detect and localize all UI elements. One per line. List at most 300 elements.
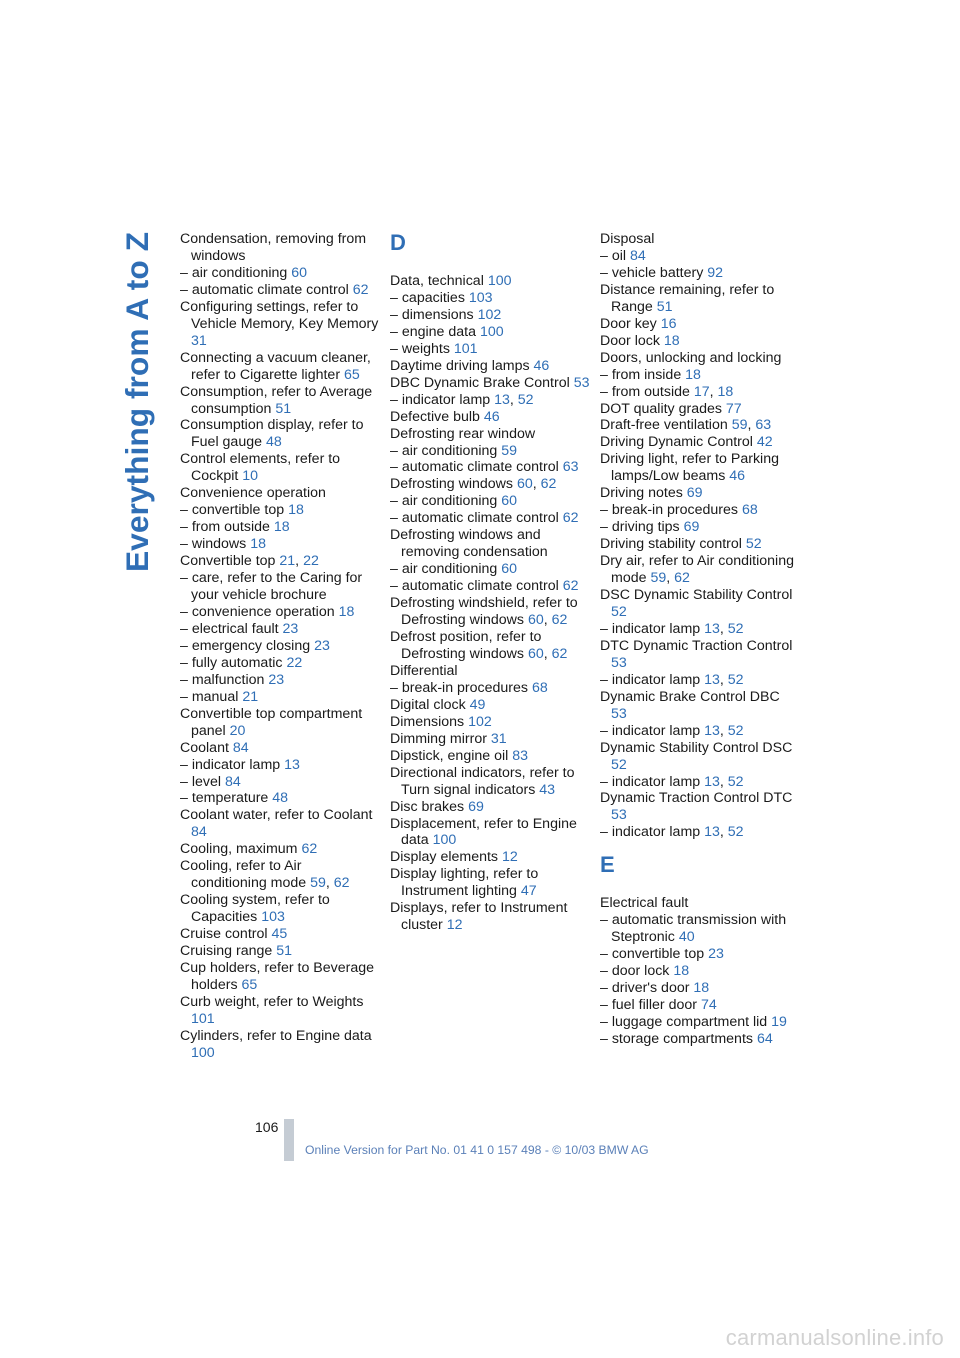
index-entry [180, 892, 380, 926]
page-link[interactable]: 18 [685, 366, 701, 383]
index-entry [390, 900, 590, 934]
index-entry: – indicator lamp 13, 52 [600, 824, 744, 841]
page-link[interactable]: 65 [344, 366, 360, 383]
page-number: 106 [255, 1119, 279, 1135]
entry-text: Cruising range [180, 943, 273, 960]
page-link[interactable]: 18 [250, 536, 266, 553]
index-entry [600, 333, 796, 350]
index-entry: Draft-free ventilation 59, 63 [600, 417, 772, 434]
page-link[interactable]: 23 [282, 620, 299, 637]
page-link[interactable]: 83 [512, 747, 529, 764]
entry-text: – automatic climate control [390, 510, 559, 527]
entry-text: Dry air, refer to Air conditioning mode [600, 553, 794, 587]
index-entry [180, 841, 380, 858]
index-entry [180, 536, 380, 553]
index-entry: Convertible top 21, 22 [180, 553, 319, 570]
page-link[interactable]: 77 [725, 400, 742, 417]
page-link[interactable]: 20 [229, 722, 246, 739]
entry-text: – oil [600, 247, 627, 264]
index-entry [600, 1031, 796, 1048]
index-entry [180, 350, 380, 384]
index-entry [180, 960, 380, 994]
page-link[interactable]: 100 [487, 273, 512, 289]
index-entry [600, 350, 796, 367]
entry-text: Doors, unlocking and locking [600, 349, 782, 366]
entry-text: Draft-free ventilation [600, 417, 728, 434]
entry-text: Convertible top [180, 553, 276, 570]
index-entry [180, 994, 380, 1028]
index-entry [390, 443, 590, 460]
entry-text: Cylinders, refer to Engine data [180, 1027, 372, 1044]
entry-text: – level [180, 773, 222, 790]
page-link[interactable]: 43 [539, 781, 556, 798]
entry-text: – indicator lamp [600, 824, 701, 841]
entry-text: Defrost position, refer to Defrosting windows [390, 629, 542, 662]
index-entry [180, 926, 380, 943]
entry-text: Door lock [600, 332, 660, 349]
entry-text: Defrosting windows [390, 476, 514, 493]
page-link[interactable]: 62 [333, 875, 350, 892]
index-entry: Dry air, refer to Air conditioning mode 59, 62 [600, 553, 794, 587]
page-link[interactable]: 62 [551, 612, 568, 629]
page-link[interactable]: 18 [288, 502, 304, 519]
entry-text: Defective bulb [390, 408, 480, 425]
page-link[interactable]: 59 [310, 875, 326, 892]
entry-text: Driving notes [600, 485, 683, 502]
entry-text: – break-in procedures [390, 679, 529, 696]
index-entry [390, 663, 590, 680]
entry-text: Coolant [180, 739, 229, 756]
page-link[interactable]: 17 [693, 383, 710, 400]
entry-text: – from inside [600, 366, 682, 383]
index-entry [600, 740, 796, 774]
entry-text: Door key [600, 315, 657, 332]
page-link[interactable]: 62 [352, 281, 369, 298]
entry-text: – indicator lamp [600, 722, 701, 739]
index-entry [390, 307, 590, 324]
entry-text: Curb weight, refer to Weights [180, 993, 364, 1010]
page-link[interactable]: 84 [224, 773, 241, 790]
entry-text: – temperature [180, 790, 269, 807]
entry-text: Dipstick, engine oil [390, 747, 509, 764]
index-entry [390, 849, 590, 866]
index-entry [600, 265, 796, 282]
entry-text: Cup holders, refer to Beverage holders [180, 959, 375, 993]
page-link[interactable]: 62 [540, 476, 557, 493]
page-link[interactable]: 13 [704, 824, 720, 841]
page-link[interactable]: 63 [562, 459, 579, 476]
entry-text: – weights [390, 340, 450, 357]
index-entry [180, 231, 380, 265]
index-entry [390, 510, 590, 527]
page-link[interactable]: 68 [531, 679, 548, 696]
page-link[interactable]: 52 [727, 773, 744, 790]
entry-text: – emergency closing [180, 637, 311, 654]
index-entry [600, 248, 796, 265]
entry-text: DTC Dynamic Traction Control [600, 637, 793, 654]
index-entry [180, 519, 380, 536]
index-entry [180, 265, 380, 282]
page-link[interactable]: 42 [756, 434, 773, 451]
index-entry [390, 714, 590, 731]
entry-text: DSC Dynamic Stability Control [600, 587, 793, 604]
page-link[interactable]: 19 [771, 1013, 787, 1030]
page-link[interactable]: 13 [704, 671, 720, 688]
index-entry [180, 672, 380, 689]
page-link[interactable]: 52 [517, 391, 534, 408]
page-link[interactable]: 47 [520, 883, 537, 900]
page-link[interactable]: 10 [242, 468, 259, 485]
page-link[interactable]: 23 [708, 946, 724, 963]
page-link[interactable]: 62 [562, 510, 579, 527]
page-link[interactable]: 13 [704, 620, 720, 637]
page-link[interactable]: 74 [700, 997, 717, 1014]
page-link[interactable]: 69 [686, 485, 703, 502]
index-entry [390, 290, 590, 307]
page-link[interactable]: 48 [265, 434, 282, 451]
entry-text: – indicator lamp [390, 391, 491, 408]
footer-text: Online Version for Part No. 01 41 0 157 498 - © 10/03 BMW AG [305, 1143, 649, 1157]
page-link[interactable]: 103 [468, 289, 493, 306]
index-entry [180, 1028, 380, 1062]
entry-text: Configuring settings, refer to Vehicle Memory, Key Memory [180, 298, 379, 332]
index-entry [600, 231, 796, 248]
page-link[interactable]: 52 [745, 536, 762, 553]
page-link[interactable]: 21 [279, 553, 296, 570]
page-link[interactable]: 18 [273, 519, 290, 536]
index-entry [600, 519, 796, 536]
entry-text: – fully automatic [180, 654, 283, 671]
page-link[interactable]: 51 [275, 400, 292, 417]
entry-text: Disposal [600, 231, 655, 247]
entry-text: Dynamic Brake Control DBC [600, 688, 780, 705]
entry-text: Display elements [390, 849, 499, 866]
page-link[interactable]: 64 [756, 1030, 773, 1047]
index-entry [390, 697, 590, 714]
page-link[interactable]: 51 [276, 943, 293, 960]
page-link[interactable]: 13 [704, 722, 720, 739]
page-link[interactable]: 18 [673, 963, 690, 980]
entry-text: Dynamic Traction Control DTC [600, 790, 793, 807]
index-entry [600, 963, 796, 980]
entry-text: Disc brakes [390, 798, 465, 815]
entry-text: Dynamic Stability Control DSC [600, 739, 793, 756]
index-entry [180, 485, 380, 502]
page-link[interactable]: 45 [271, 926, 288, 943]
entry-text: Driving Dynamic Control [600, 434, 753, 451]
page-link[interactable]: 13 [704, 773, 720, 790]
entry-text: Displacement, refer to Engine data [390, 815, 577, 849]
page-link[interactable]: 52 [727, 671, 744, 688]
page-link[interactable]: 63 [755, 417, 772, 434]
entry-text: – engine data [390, 323, 476, 340]
index-entry [390, 561, 590, 578]
entry-text: – air conditioning [390, 442, 498, 459]
index-entry [390, 527, 590, 561]
page-link[interactable]: 52 [727, 722, 744, 739]
index-entry [600, 689, 796, 723]
page-link[interactable]: 53 [611, 654, 627, 671]
index-column-1 [180, 231, 380, 1062]
entry-text: Defrosting windshield, refer to Defrosting windows [390, 595, 578, 629]
page-link[interactable]: 40 [678, 929, 695, 946]
index-entry [600, 997, 796, 1014]
page-link[interactable]: 62 [301, 841, 318, 858]
index-entry: – indicator lamp 13, 52 [600, 722, 744, 739]
index-entry [180, 757, 380, 774]
entry-text: – door lock [600, 963, 670, 980]
entry-text: – malfunction [180, 671, 265, 688]
page-link[interactable]: 23 [268, 671, 285, 688]
page-link[interactable]: 84 [232, 739, 249, 756]
page-link[interactable]: 12 [446, 917, 463, 934]
page-link[interactable]: 18 [693, 980, 710, 997]
entry-text: – indicator lamp [600, 773, 701, 790]
page-link[interactable]: 65 [241, 976, 258, 993]
index-entry: Cooling, refer to Air conditioning mode 59, 62 [180, 858, 350, 892]
index-entry: – from outside 17, 18 [600, 383, 734, 400]
entry-text: DBC Dynamic Brake Control [390, 374, 570, 391]
index-entry [600, 946, 796, 963]
index-entry [390, 731, 590, 748]
entry-text: Dimming mirror [390, 730, 487, 747]
entry-text: – air conditioning [180, 264, 288, 281]
page-link[interactable]: 31 [490, 730, 507, 747]
page-link[interactable]: 84 [191, 824, 207, 841]
entry-text: Convenience operation [180, 485, 326, 502]
page-link[interactable]: 103 [261, 909, 285, 926]
entry-text: Daytime driving lamps [390, 357, 530, 374]
index-entry [600, 536, 796, 553]
page-link[interactable]: 60 [501, 493, 517, 510]
entry-text: – from outside [180, 519, 270, 536]
page-link[interactable]: 21 [242, 688, 259, 705]
index-entry [600, 367, 796, 384]
page-link[interactable]: 53 [611, 807, 627, 824]
index-entry [390, 324, 590, 341]
page-link[interactable]: 60 [501, 561, 517, 578]
index-entry [600, 912, 796, 946]
page-link[interactable]: 101 [453, 340, 478, 357]
entry-text: – storage compartments [600, 1030, 753, 1047]
entry-text: Driving stability control [600, 536, 742, 553]
page-link[interactable]: 22 [303, 553, 319, 570]
entry-text: – indicator lamp [600, 671, 701, 688]
page-link[interactable]: 62 [562, 578, 579, 595]
entry-text: – care, refer to the Caring for your vehicle brochure [180, 570, 363, 604]
index-entry: – indicator lamp 13, 52 [600, 773, 744, 790]
page-link[interactable]: 100 [432, 832, 457, 849]
index-entry [600, 980, 796, 997]
index-entry [390, 273, 590, 290]
page-link[interactable]: 53 [573, 374, 590, 391]
index-entry [600, 587, 796, 621]
entry-text: Differential [390, 662, 458, 679]
entry-text: – driving tips [600, 519, 680, 536]
page-link[interactable]: 46 [483, 408, 500, 425]
index-entry [390, 816, 590, 850]
index-entry [600, 434, 796, 451]
index-entry [390, 765, 590, 799]
entry-text: – convertible top [600, 946, 705, 963]
entry-text: Cooling, maximum [180, 841, 298, 858]
page-link[interactable]: 100 [479, 323, 504, 340]
page-link[interactable]: 62 [674, 570, 690, 587]
index-entry [600, 895, 796, 912]
page-link[interactable]: 22 [286, 654, 303, 671]
index-entry [390, 459, 590, 476]
index-entry [180, 451, 380, 485]
page-link[interactable]: 46 [729, 468, 746, 485]
entry-text: – manual [180, 688, 239, 705]
page-link[interactable]: 69 [683, 519, 700, 536]
index-entry [180, 299, 380, 350]
entry-text: Display lighting, refer to Instrument lighting [390, 866, 539, 900]
entry-text: – driver's door [600, 980, 690, 997]
page-link[interactable]: 52 [727, 824, 744, 841]
index-entry: – indicator lamp 13, 52 [600, 671, 744, 688]
index-entry [390, 341, 590, 358]
index-entry [600, 790, 796, 824]
index-entry [390, 578, 590, 595]
entry-text: Condensation, removing from windows [180, 231, 367, 264]
entry-text: DOT quality grades [600, 400, 722, 417]
index-entry: Defrost position, refer to Defrosting windows 60, 62 [390, 629, 568, 662]
index-entry [390, 426, 590, 443]
page-link[interactable]: 51 [656, 298, 673, 315]
page-link[interactable]: 23 [314, 637, 330, 654]
index-entry [600, 282, 796, 316]
page-link[interactable]: 12 [501, 849, 518, 866]
page-link[interactable]: 68 [741, 502, 758, 519]
entry-text: – capacities [390, 289, 465, 306]
entry-text: Control elements, refer to Cockpit [180, 451, 341, 485]
index-entry [180, 638, 380, 655]
watermark: carmanualsonline.info [725, 1325, 944, 1350]
entry-text: – convertible top [180, 502, 285, 519]
page-link[interactable]: 13 [494, 391, 510, 408]
page-link[interactable]: 52 [611, 603, 627, 620]
index-entry [600, 1014, 796, 1031]
page-link[interactable]: 59 [501, 442, 517, 459]
entry-text: – electrical fault [180, 620, 279, 637]
page-link[interactable]: 49 [469, 696, 486, 713]
index-entry [180, 790, 380, 807]
entry-text: – air conditioning [390, 561, 498, 578]
index-entry [600, 401, 796, 418]
entry-text: – indicator lamp [180, 756, 281, 773]
index-entry [600, 316, 796, 333]
page-link[interactable]: 52 [611, 756, 627, 773]
index-entry [180, 502, 380, 519]
entry-text: Distance remaining, refer to Range [600, 281, 775, 315]
entry-text: Defrosting rear window [390, 425, 536, 442]
page-link[interactable]: 84 [629, 247, 646, 264]
page-link[interactable]: 92 [707, 264, 724, 281]
page-link[interactable]: 101 [191, 1010, 215, 1027]
page-link[interactable]: 46 [533, 357, 550, 374]
page-link[interactable]: 18 [663, 332, 680, 349]
entry-text: – convenience operation [180, 603, 335, 620]
page-link[interactable]: 52 [727, 620, 744, 637]
entry-text: – windows [180, 536, 247, 553]
section-letter-d: D [390, 230, 406, 255]
page-link[interactable]: 18 [338, 603, 355, 620]
page-link[interactable]: 60 [527, 645, 544, 662]
index-entry [180, 943, 380, 960]
index-entry [180, 417, 380, 451]
index-entry [390, 748, 590, 765]
index-entry [390, 799, 590, 816]
index-entry: Defrosting windshield, refer to Defrosting windows 60, 62 [390, 595, 578, 629]
entry-text: Displays, refer to Instrument cluster [390, 900, 568, 934]
entry-text: Consumption, refer to Average consumption [180, 383, 373, 417]
page-link[interactable]: 59 [650, 570, 667, 587]
index-entry: – indicator lamp 13, 52 [600, 620, 744, 637]
index-entry [600, 451, 796, 485]
page-link[interactable]: 102 [468, 713, 492, 730]
index-column-2 [390, 231, 590, 934]
entry-text: – vehicle battery [600, 264, 704, 281]
entry-text: Directional indicators, refer to Turn signal indicators [390, 764, 575, 798]
side-title [94, 232, 164, 572]
index-entry [390, 493, 590, 510]
index-entry [390, 866, 590, 900]
index-entry [600, 502, 796, 519]
side-title-text: Everything from A to Z [119, 234, 155, 572]
page-link[interactable]: 18 [717, 383, 734, 400]
page-link[interactable]: 60 [291, 264, 307, 281]
index-entry [390, 375, 590, 392]
page-link[interactable]: 62 [551, 645, 568, 662]
page-link[interactable]: 69 [468, 798, 484, 815]
page-link[interactable]: 100 [191, 1044, 215, 1061]
entry-text: Convertible top compartment panel [180, 705, 363, 739]
entry-text: Cruise control [180, 926, 268, 943]
index-entry [180, 282, 380, 299]
entry-text: – indicator lamp [600, 620, 701, 637]
page-link[interactable]: 16 [660, 315, 677, 332]
entry-text: Driving light, refer to Parking lamps/Low beams [600, 451, 779, 485]
index-entry [390, 409, 590, 426]
entry-text: – dimensions [390, 306, 474, 323]
entry-text: – fuel filler door [600, 997, 697, 1014]
page-link[interactable]: 102 [477, 306, 502, 323]
entry-text: Data, technical [390, 273, 484, 289]
page-link[interactable]: 13 [284, 756, 300, 773]
index-entry: Defrosting windows 60, 62 [390, 476, 557, 493]
page-link[interactable]: 48 [272, 790, 289, 807]
index-entry [180, 740, 380, 757]
entry-text: Consumption display, refer to Fuel gauge [180, 417, 364, 451]
page-link[interactable]: 60 [527, 612, 544, 629]
page-link[interactable]: 31 [191, 332, 207, 349]
entry-text: – automatic transmission with Steptronic [600, 912, 787, 946]
entry-text: Connecting a vacuum cleaner, refer to Cigarette lighter [180, 349, 371, 383]
index-entry [180, 570, 380, 604]
entry-text: Defrosting windows and removing condensation [390, 527, 548, 561]
index-entry [180, 384, 380, 418]
entry-text: Digital clock [390, 696, 466, 713]
page-link[interactable]: 59 [731, 417, 748, 434]
index-entry [180, 807, 380, 841]
footer-bar [284, 1119, 294, 1161]
entry-text: Cooling system, refer to Capacities [180, 892, 330, 926]
page-link[interactable]: 60 [516, 476, 533, 493]
entry-text: Cooling, refer to Air conditioning mode [180, 858, 307, 892]
entry-text: – luggage compartment lid [600, 1013, 768, 1030]
page-link[interactable]: 53 [611, 705, 627, 722]
